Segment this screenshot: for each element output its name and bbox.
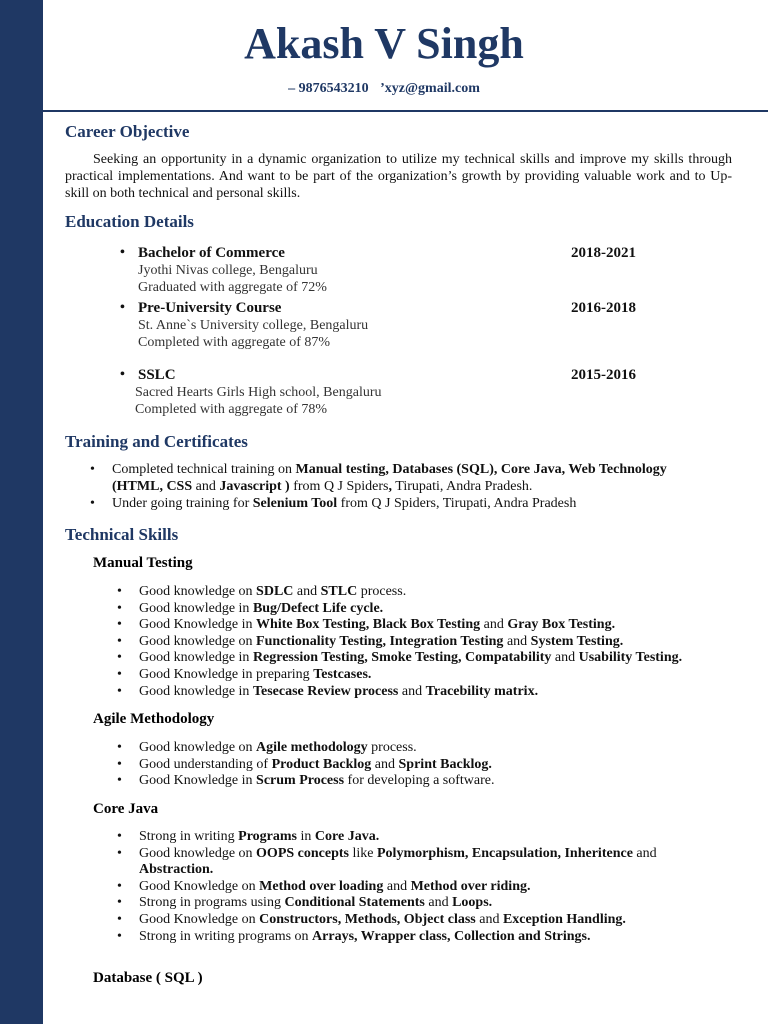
skill-item: • Good knowledge in Regression Testing, Smoke Testing, Compatability and Usability Testing.	[139, 650, 719, 667]
skill-item: • Strong in programs using Conditional Statements and Loops.	[139, 895, 659, 912]
skill-item: • Good knowledge in Bug/Defect Life cycle.	[139, 601, 719, 618]
skill-item: • Good understanding of Product Backlog and Sprint Backlog.	[139, 757, 719, 774]
training-list	[112, 461, 712, 512]
skill-item: • Good knowledge in Tesecase Review process and Tracebility matrix.	[139, 684, 719, 701]
technical-skills-heading: Technical Skills	[65, 525, 179, 544]
training-item: • Completed technical training on Manual testing, Databases (SQL), Core Java, Web Technology (HTML, CSS and Javascript ) from Q J Spiders, Tirupati, Andra Pradesh.	[112, 461, 712, 495]
education-school: St. Anne`s University college, Bengaluru	[138, 318, 369, 333]
skill-item: • Good Knowledge in preparing Testcases.	[139, 667, 719, 684]
database-heading: Database ( SQL )	[93, 970, 203, 986]
contact-line	[0, 81, 768, 97]
skill-item: • Good knowledge on Functionality Testing, Integration Testing and System Testing.	[139, 634, 719, 651]
core-java-heading: Core Java	[93, 801, 159, 817]
skill-item: • Good Knowledge in White Box Testing, Black Box Testing and Gray Box Testing.	[139, 617, 719, 634]
career-objective-heading: Career Objective	[65, 122, 190, 141]
skill-item: • Good knowledge on Agile methodology process.	[139, 740, 719, 757]
education-years: 2018-2021	[571, 245, 636, 261]
manual-testing-heading: Manual Testing	[93, 555, 193, 571]
education-degree: Pre-University Course	[138, 300, 282, 316]
skill-item: • Good knowledge on OOPS concepts like Polymorphism, Encapsulation, Inheritence and Abstraction.	[139, 846, 659, 879]
core-java-list	[139, 829, 659, 945]
skill-item: • Good Knowledge on Method over loading and Method over riding.	[139, 879, 659, 896]
education-years: 2015-2016	[571, 367, 636, 383]
training-item: • Under going training for Selenium Tool from Q J Spiders, Tirupati, Andra Pradesh	[112, 495, 712, 512]
candidate-name: Akash V Singh	[244, 19, 524, 68]
career-objective-text: Seeking an opportunity in a dynamic organization to utilize my technical skills and improve my skills through practical implementations. And want to be part of the organization’s growth by providing valuable work and to Up-skill on both technical and personal skills.	[65, 152, 732, 201]
education-result: Completed with aggregate of 78%	[135, 402, 328, 417]
education-years: 2016-2018	[571, 300, 636, 316]
skill-item: • Good Knowledge in Scrum Process for developing a software.	[139, 773, 719, 790]
skill-item: • Good knowledge on SDLC and STLC process.	[139, 584, 719, 601]
bullet-icon: •	[120, 367, 125, 382]
agile-list	[139, 740, 719, 790]
skill-item: • Strong in writing Programs in Core Java.	[139, 829, 659, 846]
education-heading: Education Details	[65, 212, 194, 231]
header-divider	[43, 110, 768, 112]
education-degree: Bachelor of Commerce	[138, 245, 285, 261]
phone-number: – 9876543210	[288, 81, 369, 96]
training-heading: Training and Certificates	[65, 432, 248, 451]
bullet-icon: •	[120, 300, 125, 315]
education-school: Sacred Hearts Girls High school, Bengaluru	[135, 385, 382, 400]
education-result: Completed with aggregate of 87%	[138, 335, 331, 350]
email-address[interactable]: ’xyz@gmail.com	[380, 81, 480, 96]
education-school: Jyothi Nivas college, Bengaluru	[138, 263, 318, 278]
sidebar-bar	[0, 0, 43, 1024]
education-degree: SSLC	[138, 367, 176, 383]
skill-item: • Good Knowledge on Constructors, Methods, Object class and Exception Handling.	[139, 912, 659, 929]
bullet-icon: •	[120, 245, 125, 260]
agile-heading: Agile Methodology	[93, 711, 215, 727]
manual-testing-list	[139, 584, 719, 700]
skill-item: • Strong in writing programs on Arrays, Wrapper class, Collection and Strings.	[139, 929, 659, 946]
education-result: Graduated with aggregate of 72%	[138, 280, 327, 295]
